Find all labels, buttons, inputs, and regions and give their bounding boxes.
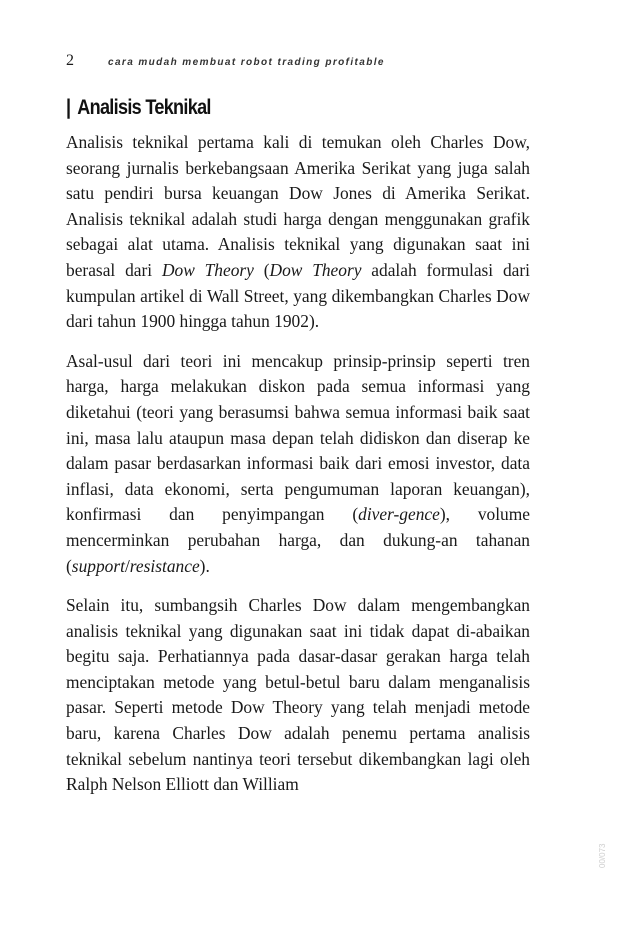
running-header	[66, 52, 546, 70]
dow-theory-italic: Dow Theory	[161, 259, 254, 280]
paragraph-2-text-end: ).	[199, 555, 210, 576]
slash: /	[124, 555, 130, 576]
paragraph-2-text-mid: ), volume mencerminkan perubahan harga, dan dukung-an tahanan (	[66, 504, 530, 576]
dow-theory-italic: Dow Theory	[269, 259, 362, 280]
section-heading	[66, 96, 211, 120]
section-title: Analisis Teknikal	[77, 96, 211, 119]
paragraph-2-text: Asal-usul dari teori ini mencakup prinsip-prinsip seperti tren harga, harga melakukan diskon pada semua informasi yang diketahui (teori yang berasumsi bahwa semua informasi baik saat ini, masa lalu ataupun masa depan telah didiskon dan diserap ke dalam pasar berdasarkan informasi baik dari emosi investor, data inflasi, data ekonomi, serta pengumuman laporan keuangan), konfirmasi dan penyimpangan (	[66, 350, 530, 525]
paragraph-3: Selain itu, sumbangsih Charles Dow dalam mengembangkan analisis teknikal yang digunakan saat ini tidak dapat di-abaikan begitu saja. Perhatiannya pada dasar-dasar gerakan harga telah menciptakan metode yang betul-betul baru dalam menganalisis pasar. Seperti metode Dow Theory yang telah menjadi metode baru, karena Charles Dow adalah penemu pertama analisis teknikal sebelum nantinya teori tersebut dikembangkan lagi oleh Ralph Nelson Elliott dan William	[66, 595, 530, 795]
divergence-italic: diver-gence	[358, 504, 440, 525]
paragraph-1	[66, 130, 530, 335]
resistance-italic: resistance	[129, 555, 200, 576]
page-number: 2	[66, 52, 74, 69]
paragraph-1-text: Analisis teknikal pertama kali di temukan oleh Charles Dow, seorang jurnalis berkebangsaan Amerika Serikat yang juga salah satu pendiri bursa keuangan Dow Jones di Amerika Serikat. Analisis teknikal adalah studi harga dengan menggunakan grafik sebagai alat utama. Analisis teknikal yang digunakan saat ini berasal dari	[66, 132, 530, 280]
paragraph-2	[66, 349, 530, 579]
heading-bar: |	[66, 96, 71, 119]
margin-watermark: 00/073	[598, 843, 607, 868]
support-italic: support	[71, 555, 125, 576]
paren-open: (	[253, 259, 270, 280]
paragraph-1-text-end: adalah formulasi dari kumpulan artikel di Wall Street, yang dikembangkan Charles Dow dari tahun 1900 hingga tahun 1902).	[66, 259, 531, 332]
running-title: cara mudah membuat robot trading profitable	[108, 57, 385, 68]
body-text	[66, 130, 530, 812]
